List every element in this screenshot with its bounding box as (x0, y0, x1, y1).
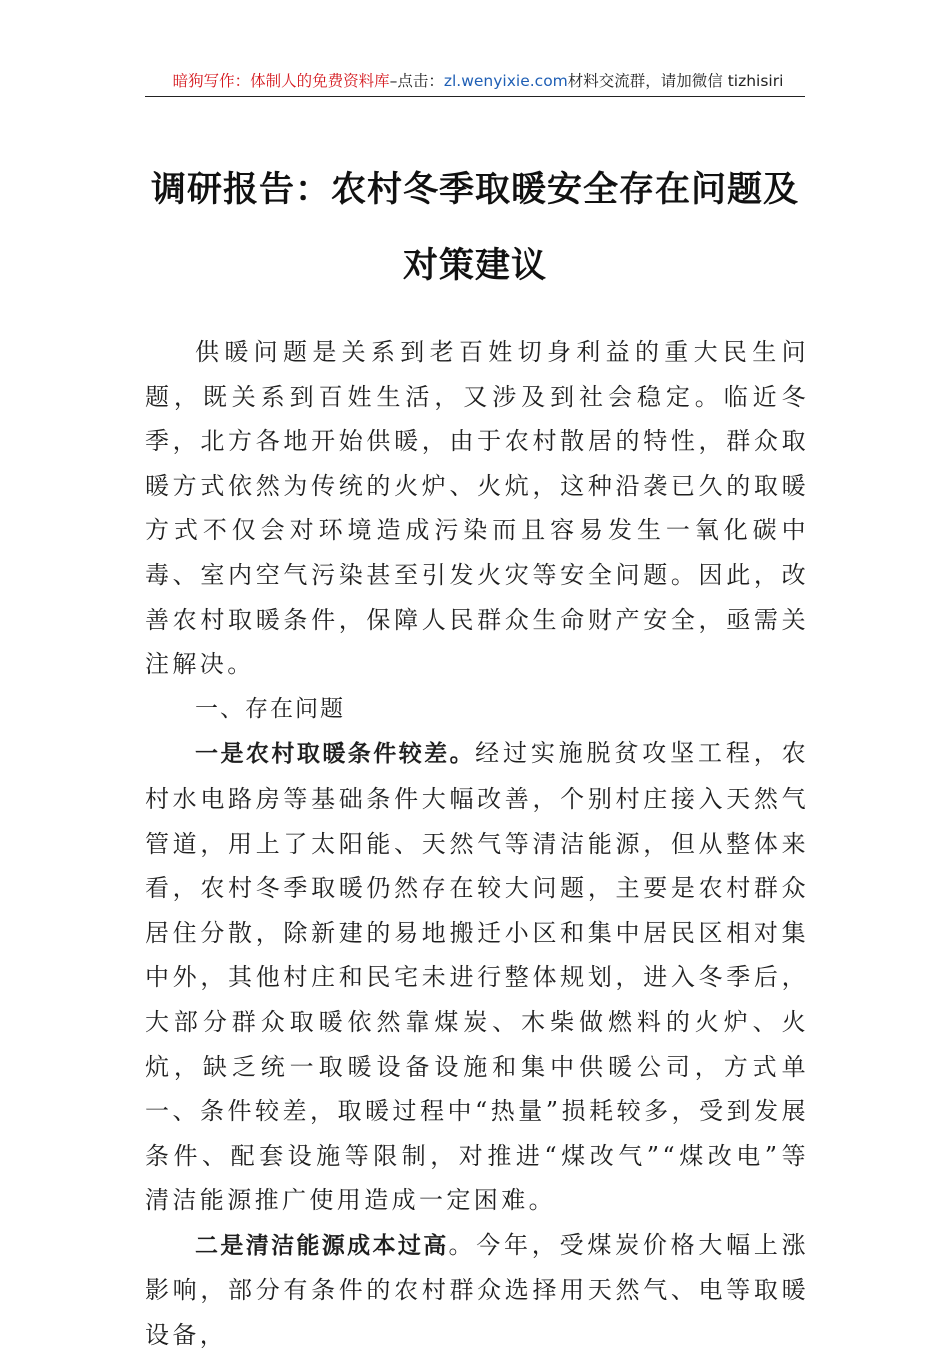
point-1-text: 经过实施脱贫攻坚工程，农村水电路房等基础条件大幅改善，个别村庄接入天然气管道，用上了太阳能、天然气等清洁能源，但从整体来看，农村冬季取暖仍然存在较大问题，主要是农村群众居住分散，除新建的易地搬迁小区和集中居民区相对集中外，其他村庄和民宅未进行整体规划，进入冬季后，大部分群众取暖依然靠煤炭、木柴做燃料的火炉、火炕，缺乏统一取暖设备设施和集中供暖公司，方式单一、条件较差，取暖过程中“热量”损耗较多，受到发展条件、配套设施等限制，对推进“煤改气”“煤改电”等清洁能源推广使用造成一定困难。 (145, 739, 809, 1215)
point-2-text: 。今年，受煤炭价格大幅上涨影响，部分有条件的农村群众选择用天然气、电等取暖设备， (145, 1230, 809, 1350)
header-contact: 材料交流群，请加微信 tizhisiri (567, 72, 784, 90)
point-2-lead: 二是清洁能源成本过高 (195, 1232, 449, 1259)
document-title (145, 152, 805, 304)
header-url-link[interactable]: zl.wenyixie.com (443, 72, 568, 90)
title-line-2: 对策建议 (402, 245, 547, 286)
header-site-label: 暗狗写作：体制人的免费资料库 (172, 72, 390, 90)
intro-paragraph: 供暖问题是关系到老百姓切身利益的重大民生问题，既关系到百姓生活，又涉及到社会稳定。临近冬季，北方各地开始供暖，由于农村散居的特性，群众取暖方式依然为传统的火炉、火炕，这种沿袭已久的取暖方式不仅会对环境造成污染而且容易发生一氧化碳中毒、室内空气污染甚至引发火灾等安全问题。因此，改善农村取暖条件，保障人民群众生命财产安全，亟需关注解决。 (145, 338, 809, 679)
point-2-paragraph (145, 1223, 809, 1358)
page-header (148, 68, 808, 98)
document-body (145, 330, 809, 1358)
header-divider (145, 96, 805, 97)
section-heading-problems: 一、存在问题 (195, 695, 345, 722)
header-click-label: –点击： (389, 72, 444, 90)
title-line-1: 调研报告：农村冬季取暖安全存在问题及 (150, 169, 799, 210)
point-1-lead: 一是农村取暖条件较差。 (195, 741, 476, 768)
point-1-paragraph (145, 731, 809, 1223)
